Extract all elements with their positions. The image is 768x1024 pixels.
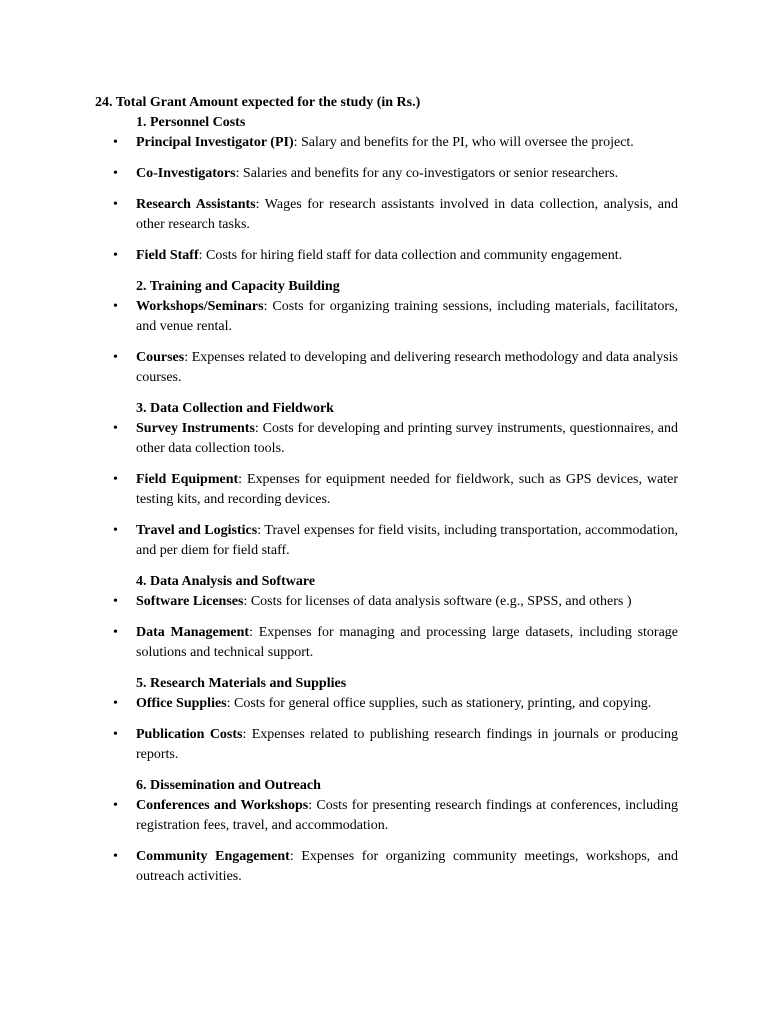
bullet-list	[95, 694, 678, 765]
item-description: : Costs for presenting research findings at conferences, including registration fees, travel, and accommodation.	[136, 798, 678, 833]
item-description: : Salaries and benefits for any co-investigators or senior researchers.	[235, 166, 619, 181]
item-term: Office Supplies	[136, 696, 227, 711]
budget-section	[95, 674, 678, 765]
item-description: : Wages for research assistants involved in data collection, analysis, and other research tasks.	[136, 197, 679, 232]
list-item	[95, 195, 678, 235]
item-description: : Costs for general office supplies, such as stationery, printing, and copying.	[226, 696, 652, 711]
bullet-icon: •	[113, 798, 118, 813]
list-item	[95, 470, 678, 510]
item-term: Co-Investigators	[136, 166, 236, 181]
list-item	[95, 694, 678, 714]
list-item	[95, 847, 678, 887]
document-page	[95, 93, 678, 898]
bullet-icon: •	[113, 299, 118, 314]
list-item	[95, 246, 678, 266]
item-description: : Costs for hiring field staff for data collection and community engagement.	[198, 248, 623, 263]
item-term: Field Staff	[136, 248, 199, 263]
item-description: : Costs for licenses of data analysis software (e.g., SPSS, and others )	[243, 594, 632, 609]
item-description: : Travel expenses for field visits, including transportation, accommodation, and per diem for field staff.	[136, 523, 678, 558]
bullet-icon: •	[113, 135, 118, 150]
bullet-icon: •	[113, 523, 118, 538]
list-item	[95, 592, 678, 612]
item-term: Principal Investigator (PI)	[136, 135, 294, 150]
section-title: 5. Research Materials and Supplies	[136, 676, 347, 691]
item-description: : Expenses for organizing community meetings, workshops, and outreach activities.	[136, 849, 678, 884]
list-item	[95, 297, 678, 337]
bullet-icon: •	[113, 849, 118, 864]
item-term: Conferences and Workshops	[136, 798, 309, 813]
budget-section	[95, 277, 678, 388]
item-term: Travel and Logistics	[136, 523, 258, 538]
bullet-icon: •	[113, 350, 118, 365]
section-title: 1. Personnel Costs	[136, 115, 246, 130]
list-item	[95, 796, 678, 836]
bullet-icon: •	[113, 421, 118, 436]
list-item	[95, 521, 678, 561]
list-item	[95, 725, 678, 765]
list-item	[95, 164, 678, 184]
bullet-icon: •	[113, 727, 118, 742]
list-item	[95, 419, 678, 459]
bullet-icon: •	[113, 594, 118, 609]
bullet-icon: •	[113, 197, 118, 212]
budget-section	[95, 776, 678, 887]
bullet-icon: •	[113, 166, 118, 181]
sections-container	[95, 113, 678, 887]
bullet-list	[95, 796, 678, 887]
list-item	[95, 348, 678, 388]
section-title: 2. Training and Capacity Building	[136, 279, 340, 294]
bullet-list	[95, 592, 678, 663]
item-term: Courses	[136, 350, 185, 365]
item-term: Data Management	[136, 625, 250, 640]
item-description: : Expenses for equipment needed for fieldwork, such as GPS devices, water testing kits, and recording devices.	[136, 472, 678, 507]
bullet-list	[95, 133, 678, 266]
document-heading: 24. Total Grant Amount expected for the study (in Rs.)	[95, 95, 421, 110]
bullet-icon: •	[113, 696, 118, 711]
item-description: : Costs for organizing training sessions, including materials, facilitators, and venue rental.	[136, 299, 678, 334]
item-description: : Expenses for managing and processing large datasets, including storage solutions and technical support.	[136, 625, 678, 660]
item-term: Research Assistants	[136, 197, 256, 212]
section-title: 3. Data Collection and Fieldwork	[136, 401, 334, 416]
item-term: Field Equipment	[136, 472, 239, 487]
bullet-icon: •	[113, 248, 118, 263]
item-description: : Salary and benefits for the PI, who will oversee the project.	[293, 135, 634, 150]
item-term: Publication Costs	[136, 727, 243, 742]
item-term: Workshops/Seminars	[136, 299, 264, 314]
section-title: 6. Dissemination and Outreach	[136, 778, 321, 793]
list-item	[95, 133, 678, 153]
item-description: : Expenses related to developing and delivering research methodology and data analysis courses.	[136, 350, 678, 385]
item-description: : Expenses related to publishing research findings in journals or producing reports.	[136, 727, 679, 762]
budget-section	[95, 399, 678, 561]
item-term: Survey Instruments	[136, 421, 255, 436]
section-title: 4. Data Analysis and Software	[136, 574, 316, 589]
budget-section	[95, 572, 678, 663]
bullet-icon: •	[113, 472, 118, 487]
item-description: : Costs for developing and printing survey instruments, questionnaires, and other data collection tools.	[136, 421, 678, 456]
list-item	[95, 623, 678, 663]
item-term: Software Licenses	[136, 594, 244, 609]
bullet-list	[95, 419, 678, 561]
budget-section	[95, 113, 678, 266]
bullet-list	[95, 297, 678, 388]
item-term: Community Engagement	[136, 849, 290, 864]
bullet-icon: •	[113, 625, 118, 640]
